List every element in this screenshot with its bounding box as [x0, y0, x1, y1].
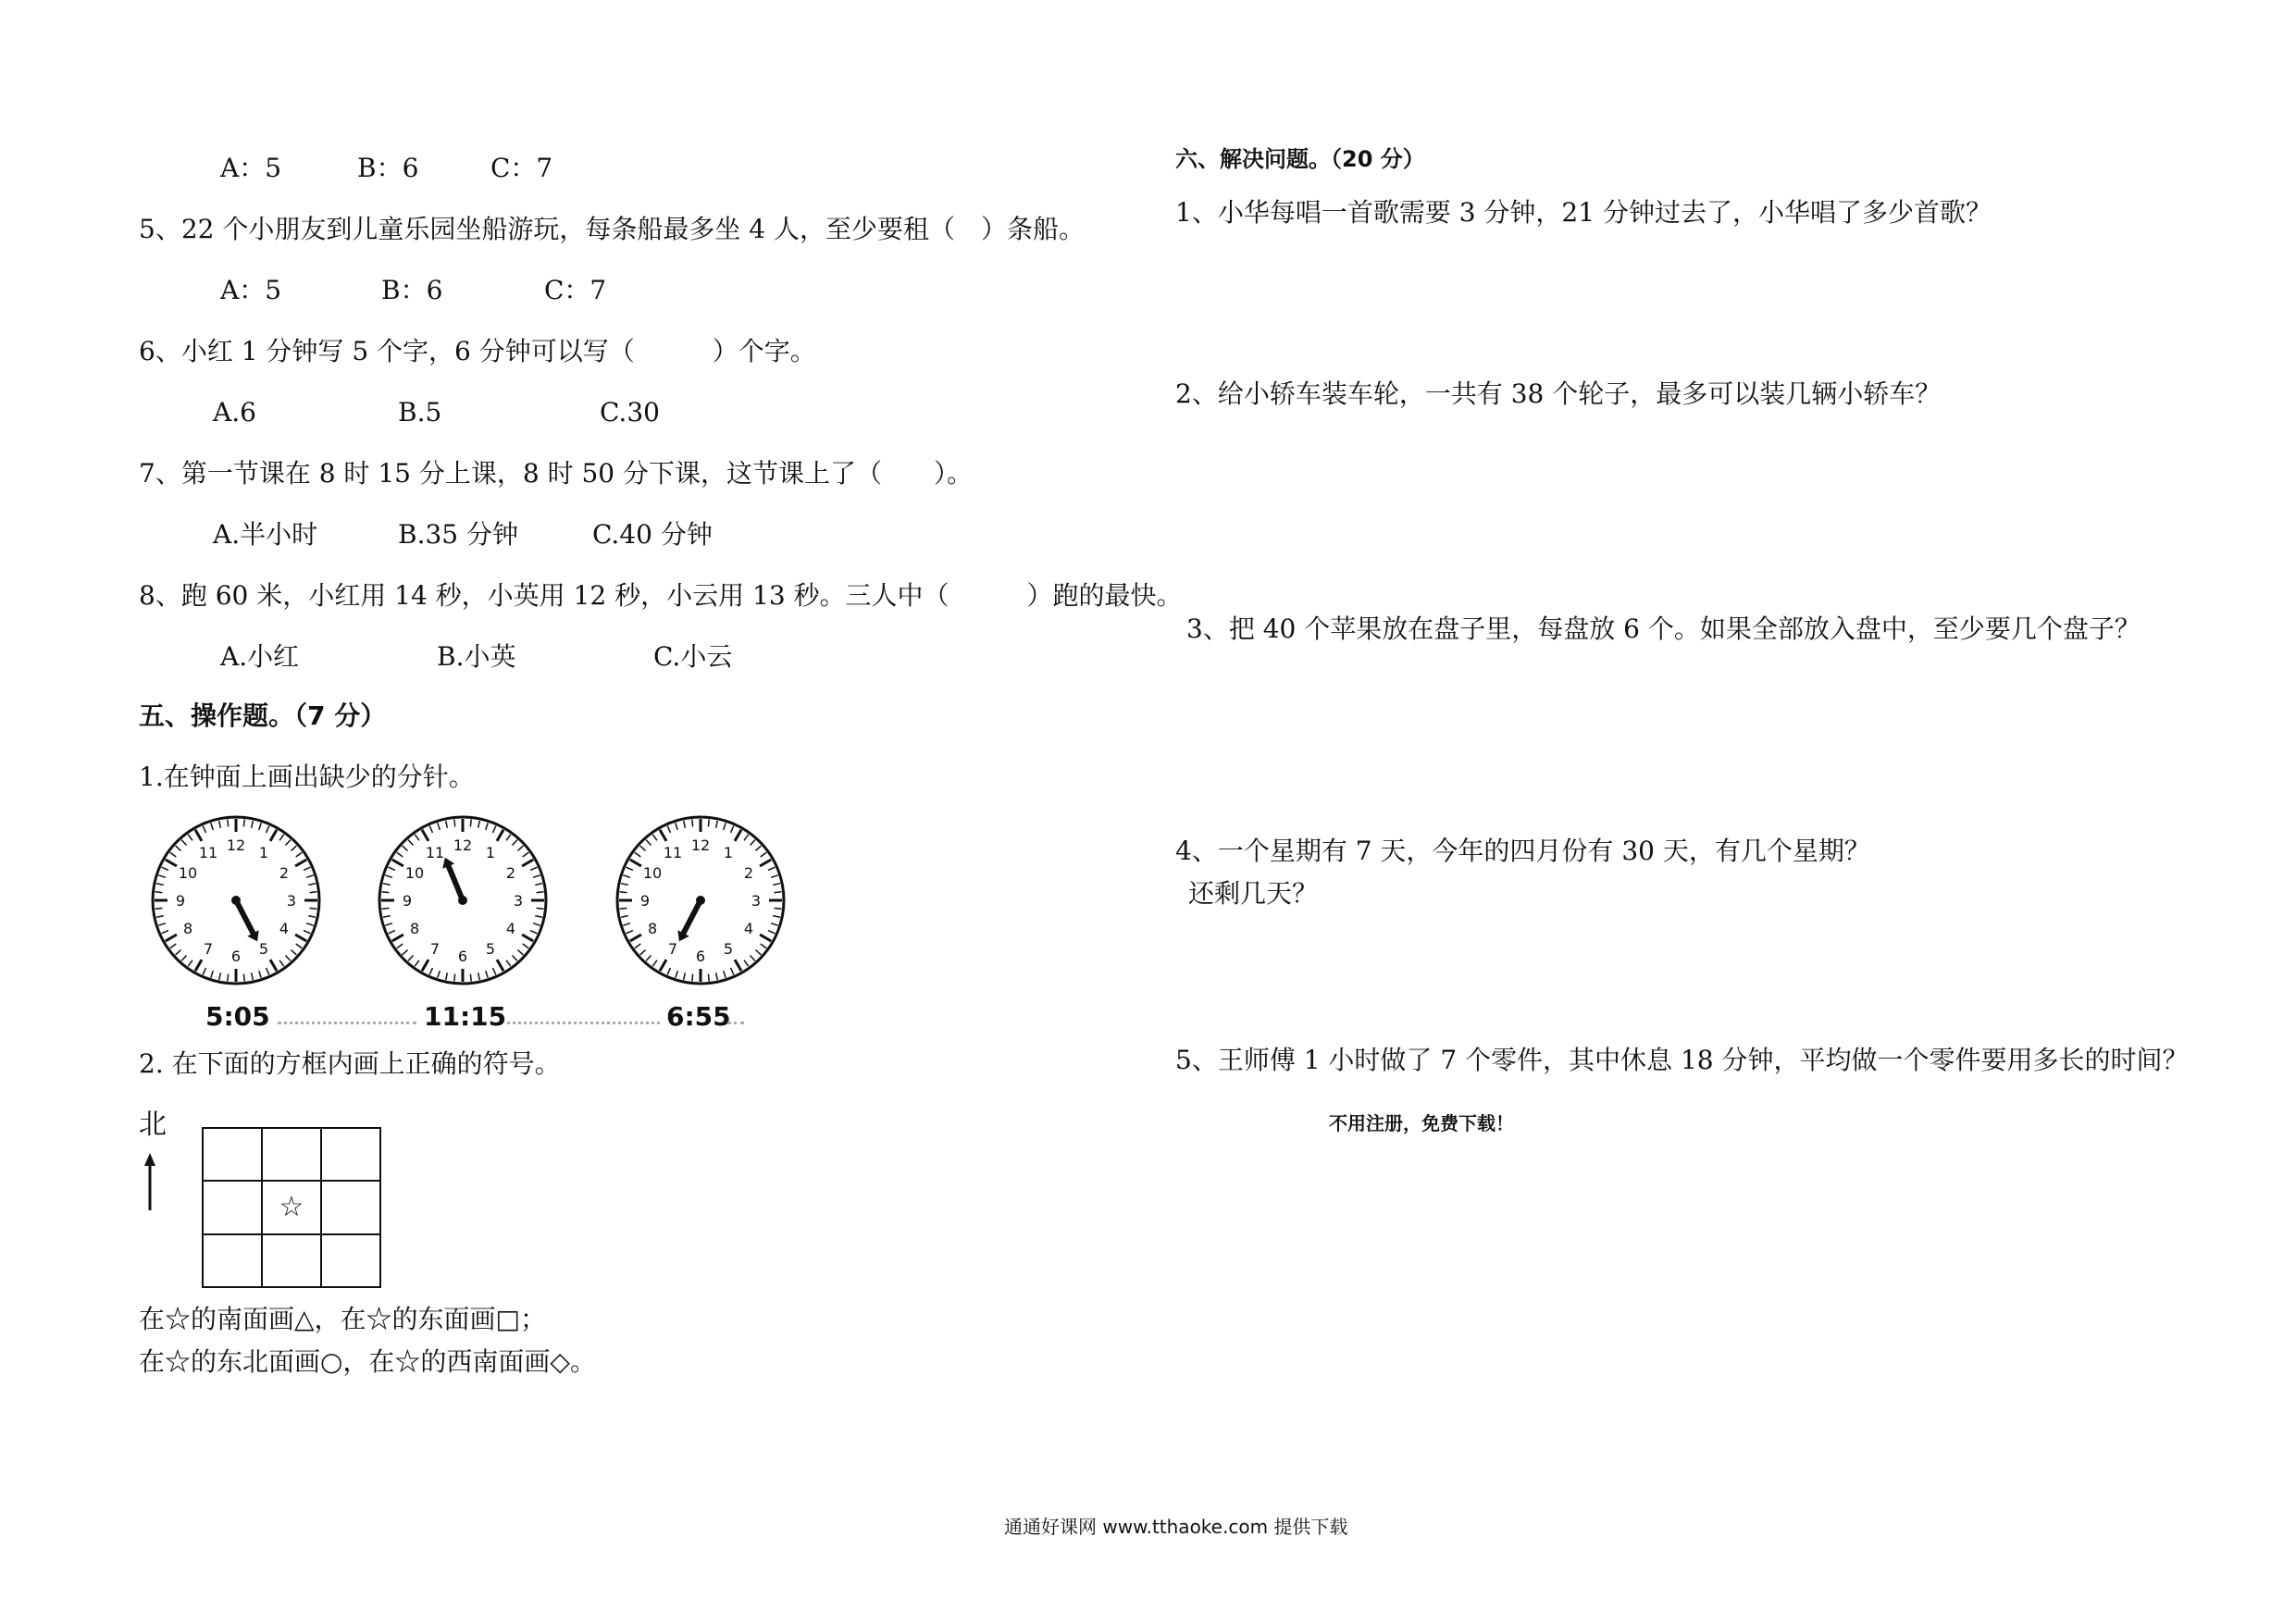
clock-number: 1	[723, 844, 734, 862]
q5-option-c: C：7	[544, 275, 607, 305]
q7-option-b: B.35 分钟	[398, 519, 519, 550]
clock-center	[458, 896, 467, 905]
clock-number: 7	[429, 939, 441, 958]
clock-tick	[310, 908, 317, 909]
clock-tick	[228, 819, 229, 826]
clock-tick	[619, 892, 627, 893]
question-5: 5、22 个小朋友到儿童乐园坐船游玩，每条船最多坐 4 人，至少要租（ ）条船。	[139, 214, 1085, 244]
clock-number: 3	[513, 892, 524, 910]
clock-number: 7	[203, 939, 214, 958]
q6-option-b: B.5	[398, 397, 442, 427]
clock-center	[696, 896, 705, 905]
clock-number: 11	[198, 844, 218, 862]
clock-number: 3	[751, 892, 762, 910]
clock-number: 6	[230, 948, 242, 965]
q5-option-a: A：5	[220, 275, 282, 305]
q7-option-c: C.40 分钟	[592, 519, 713, 550]
clock-number: 1	[258, 844, 269, 862]
clock-tick	[243, 974, 244, 982]
clock-tick	[381, 892, 389, 893]
problem-1: 1、小华每唱一首歌需要 3 分钟，21 分钟过去了，小华唱了多少首歌？	[1175, 197, 1992, 228]
problem-5: 5、王师傅 1 小时做了 7 个零件，其中休息 18 分钟，平均做一个零件要用多长的时间？	[1175, 1045, 2189, 1075]
problem-2: 2、给小轿车装车轮，一共有 38 个轮子，最多可以装几辆小轿车？	[1175, 378, 1942, 409]
clock-face-1	[148, 812, 324, 988]
clock-tick	[708, 819, 709, 826]
task-1-instruction: 1.在钟面上画出缺少的分针。	[139, 762, 475, 792]
clock-number: 6	[695, 948, 706, 965]
grid-cell[interactable]	[263, 1129, 322, 1182]
clock-tick	[454, 819, 455, 826]
clock-number: 6	[457, 948, 468, 965]
clock-tick	[155, 908, 162, 909]
dotted-line	[278, 1022, 416, 1024]
grid-cell[interactable]	[263, 1235, 322, 1288]
clock-number: 8	[409, 920, 420, 937]
clock-time-label-1: 5:05	[205, 1001, 270, 1032]
clock-tick	[537, 908, 544, 909]
q8-option-b: B.小英	[437, 641, 516, 672]
clock-number: 9	[175, 892, 186, 910]
question-7: 7、第一节课在 8 时 15 分上课，8 时 50 分下课，这节课上了（ ）。	[139, 458, 974, 489]
clock-tick	[470, 974, 471, 982]
north-label: 北	[139, 1109, 167, 1141]
clock-face-2	[375, 812, 551, 988]
clock-tick	[619, 908, 627, 909]
clock-number: 9	[639, 892, 651, 910]
q8-option-a: A.小红	[220, 641, 300, 672]
clock-number: 11	[425, 844, 445, 862]
q7-option-a: A.半小时	[213, 519, 318, 550]
clock-number: 5	[723, 939, 734, 958]
problem-3: 3、把 40 个苹果放在盘子里，每盘放 6 个。如果全部放入盘中，至少要几个盘子？	[1186, 613, 2141, 644]
dotted-line	[727, 1022, 744, 1024]
dotted-line	[507, 1022, 660, 1024]
clock-tick	[537, 892, 544, 893]
clock-number: 10	[404, 864, 425, 882]
clock-number: 8	[182, 920, 193, 937]
task-2-instruction: 2. 在下面的方框内画上正确的符号。	[139, 1048, 561, 1079]
clock-number: 9	[402, 892, 413, 910]
clock-number: 5	[485, 939, 496, 958]
clock-number: 2	[279, 864, 290, 882]
clock-tick	[708, 974, 709, 982]
clock-number: 12	[453, 836, 473, 854]
clock-number: 12	[690, 836, 711, 854]
grid-cell[interactable]	[204, 1235, 263, 1288]
clock-number: 10	[642, 864, 663, 882]
grid-cell[interactable]	[322, 1235, 381, 1288]
direction-grid	[202, 1127, 381, 1288]
clock-center	[231, 896, 241, 905]
clock-number: 2	[743, 864, 754, 882]
section-5-title: 五、操作题。（7 分）	[139, 700, 387, 731]
grid-cell-center-star: ☆	[263, 1182, 322, 1234]
clock-time-label-2: 11:15	[424, 1001, 507, 1032]
clock-number: 8	[647, 920, 658, 937]
clock-number: 12	[226, 836, 246, 854]
clock-tick	[775, 908, 782, 909]
problem-4-continued: 还剩几天？	[1188, 878, 1319, 909]
clock-tick	[381, 908, 389, 909]
q4-option-c: C：7	[490, 153, 553, 183]
clock-tick	[155, 892, 162, 893]
clock-number: 4	[279, 920, 290, 937]
clock-time-label-3: 6:55	[666, 1001, 731, 1032]
clock-tick	[454, 974, 455, 982]
clock-number: 5	[258, 939, 269, 958]
q8-option-c: C.小云	[653, 641, 733, 672]
q5-option-b: B：6	[381, 275, 443, 305]
clock-tick	[243, 819, 244, 826]
problem-4: 4、一个星期有 7 天，今年的四月份有 30 天，有几个星期？	[1175, 836, 1870, 866]
clock-number: 2	[505, 864, 516, 882]
grid-cell[interactable]	[204, 1182, 263, 1234]
question-8: 8、跑 60 米，小红用 14 秒，小英用 12 秒，小云用 13 秒。三人中（ ）跑的最快。	[139, 580, 1183, 611]
clock-number: 3	[286, 892, 297, 910]
q6-option-a: A.6	[213, 397, 256, 427]
promo-text: 不用注册，免费下载！	[1329, 1112, 1514, 1134]
clock-number: 1	[485, 844, 496, 862]
q4-option-a: A：5	[220, 153, 282, 183]
grid-cell[interactable]	[204, 1129, 263, 1182]
grid-cell[interactable]	[322, 1182, 381, 1234]
grid-cell[interactable]	[322, 1129, 381, 1182]
footer-source: 通通好课网 www.tthaoke.com 提供下载	[1004, 1516, 1348, 1538]
north-arrow-icon	[139, 1153, 161, 1212]
clock-tick	[228, 974, 229, 982]
section-6-title: 六、解决问题。（20 分）	[1175, 146, 1425, 172]
clock-number: 11	[663, 844, 683, 862]
clock-number: 4	[743, 920, 754, 937]
clock-number: 7	[667, 939, 678, 958]
clock-tick	[470, 819, 471, 826]
clock-number: 10	[178, 864, 198, 882]
clock-tick	[310, 892, 317, 893]
clock-tick	[692, 819, 693, 826]
clock-face-3	[613, 812, 788, 988]
question-6: 6、小红 1 分钟写 5 个字，6 分钟可以写（ ）个字。	[139, 336, 816, 366]
symbol-instruction-2: 在☆的东北面画○，在☆的西南面画◇。	[139, 1346, 596, 1377]
q6-option-c: C.30	[600, 397, 660, 427]
clock-number: 4	[505, 920, 516, 937]
clock-tick	[775, 892, 782, 893]
q4-option-b: B：6	[357, 153, 419, 183]
symbol-instruction-1: 在☆的南面画△，在☆的东面画□；	[139, 1304, 546, 1334]
clock-tick	[692, 974, 693, 982]
